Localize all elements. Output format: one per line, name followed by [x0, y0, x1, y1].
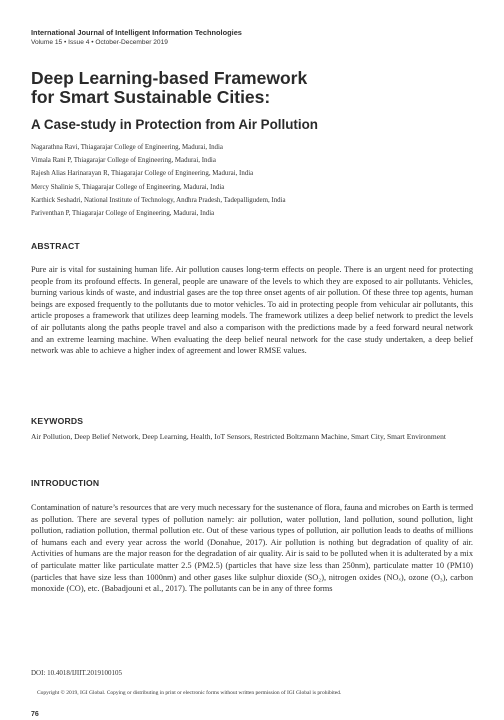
page-number: 76: [31, 711, 39, 718]
title-line-2: for Smart Sustainable Cities:: [31, 87, 271, 107]
doi-line: DOI: 10.4018/IJIIT.2019100105: [31, 669, 123, 677]
title-line-1: Deep Learning-based Framework: [31, 68, 308, 88]
abstract-text: Pure air is vital for sustaining human life. Air pollution causes long-term effects on people. There is an urgent need for protecting people from its profound effects. In general, people are unaware of the levels to which they are exposed to air pollutants. Vehicles, burning various kinds of waste, and industrial gases are the top three onset agents of air pollution. Of these three top agents, human beings are exposed frequently to the pollutants due to motor vehicles. To aid in protecting people from vehicular air pollutants, this article proposes a framework that utilizes deep learning models. The framework utilizes a deep belief network to predict the levels of air pollutants along the paths people travel and also a comparison with the predictions made by a feed forward neural network and an extreme learning machine. When evaluating the deep belief neural network for the case study undertaken, a deep belief network was able to achieve a higher index of agreement and lower RMSE values.: [31, 265, 473, 356]
author-affiliation: Rajesh Alias Harinarayan R, Thiagarajar College of Engineering, Madurai, India: [31, 170, 254, 178]
author-affiliation: Pariventhan P, Thiagarajar College of Engineering, Madurai, India: [31, 209, 215, 217]
journal-name: International Journal of Intelligent Information Technologies: [31, 28, 242, 37]
article-title: [31, 69, 471, 107]
keywords-text: Air Pollution, Deep Belief Network, Deep Learning, Health, IoT Sensors, Restricted Boltzmann Machine, Smart City, Smart Environment: [31, 432, 446, 441]
author-affiliation: Mercy Shalinie S, Thiagarajar College of Engineering, Madurai, India: [31, 183, 225, 191]
introduction-text: Contamination of nature’s resources that are very much necessary for the sustenance of flora, fauna and microbes on Earth is termed as pollution. There are several types of pollution namely: air pollution, water pollution, land pollution, sound pollution, light pollution, radiation pollution, thermal pollution etc. Out of these various types of pollution, air pollution leads to deaths of millions of humans each and every year across the world (Donahue, 2017). Air pollution is nothing but degradation of quality of air. Activities of humans are the major reason for the degradation of air quality. Air is said to be polluted when it is adulterated by a mix of particulate matter like particulate matter 2.5 (PM2.5) (particles that have size less than 250nm), particulate matter 10 (PM10) (particles that have size less than 1000nm) and other gases like sulphur dioxide (SO₂), nitrogen oxides (NOₓ), ozone (O₃), carbon monoxide (CO), etc. (Babadjouni et al., 2017). The pollutants can be in any of three forms: [31, 503, 473, 594]
volume-issue: Volume 15 • Issue 4 • October-December 2019: [31, 39, 168, 46]
copyright-notice: Copyright © 2019, IGI Global. Copying or distributing in print or electronic forms without written permission of IGI Global is prohibited.: [37, 690, 342, 696]
author-list: [31, 142, 471, 221]
introduction-heading: INTRODUCTION: [31, 478, 100, 488]
keywords-heading: KEYWORDS: [31, 416, 84, 426]
author-affiliation: Vimala Rani P, Thiagarajar College of Engineering, Madurai, India: [31, 157, 216, 165]
author-affiliation: Karthick Seshadri, National Institute of Technology, Andhra Pradesh, Tadepalligudem, India: [31, 196, 286, 204]
article-subtitle: A Case-study in Protection from Air Pollution: [31, 117, 318, 132]
author-affiliation: Nagarathna Ravi, Thiagarajar College of Engineering, Madurai, India: [31, 144, 223, 151]
abstract-heading: ABSTRACT: [31, 241, 80, 251]
